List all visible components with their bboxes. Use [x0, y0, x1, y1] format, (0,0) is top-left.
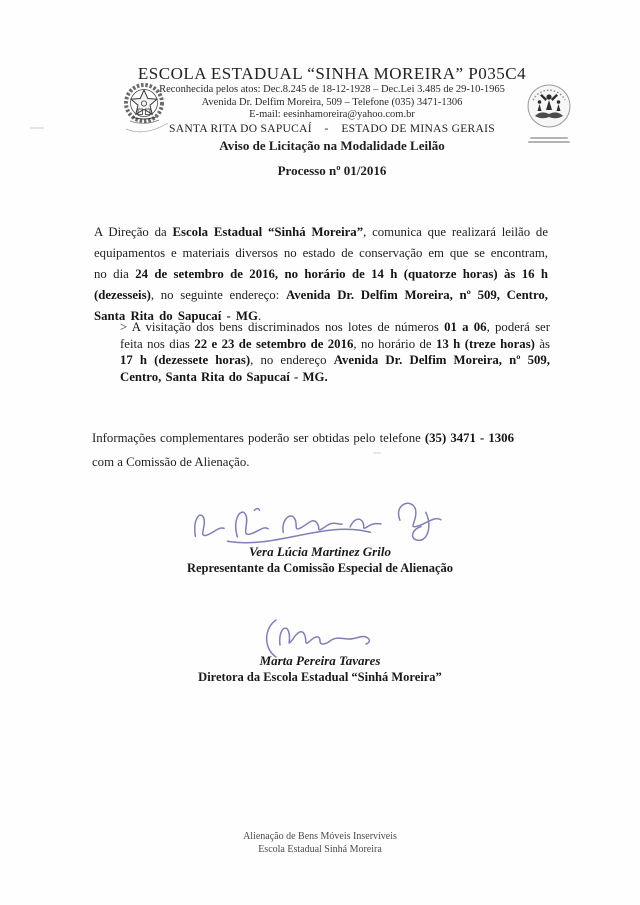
signer-title: Diretora da Escola Estadual “Sinhá Moreira” [198, 670, 442, 684]
seal-caption-line [528, 141, 570, 143]
city-state-line: SANTA RITA DO SAPUCAÍ - ESTADO DE MINAS GERAIS [169, 122, 495, 135]
process-number: Processo nº 01/2016 [277, 162, 387, 178]
seal-caption-line [530, 137, 568, 139]
community-seal-icon [525, 82, 573, 130]
header-text-block [117, 64, 547, 179]
signer-name: Vera Lúcia Martinez Grilo [249, 544, 391, 559]
paragraph-contact-info: Informações complementares poderão ser obtidas pelo telefone (35) 3471 - 1306 com a Comissão de Alienação. [92, 431, 551, 469]
signature-handwriting-icon [184, 493, 456, 554]
school-name: ESCOLA ESTADUAL “SINHA MOREIRA” P035C4 [137, 64, 527, 83]
document-footer [0, 830, 640, 856]
paragraph-visitation: > A visitação dos bens discriminados nos lotes de números 01 a 06, poderá ser feita nos dias 22 e 23 de setembro de 2016, no horário de 13 h (treze horas) às 17 h (dezessete horas), no endereço Avenida Dr. Delfim Moreira, nº 509, Centro, Santa Rita do Sapucaí - MG. [120, 320, 551, 384]
footer-line-2: Escola Estadual Sinhá Moreira [258, 844, 382, 855]
email-line: E-mail: eesinhamoreira@yahoo.com.br [249, 109, 415, 120]
signature-block-director [0, 615, 640, 685]
recognition-line: Reconhecida pelos atos: Dec.8.245 de 18-12-1928 – Dec.Lei 3.485 de 29-10-1965 [159, 84, 505, 95]
signer-title: Representante da Comissão Especial de Alienação [186, 561, 454, 575]
paragraph-auction-notice: A Direção da Escola Estadual “Sinhá Moreira”, comunica que realizará leilão de equipamentos e materiais diversos no estado de conservação em que se encontram, no dia 24 de setembro de 2016, no horário de 14 h (quatorze horas) às 16 h (dezesseis), no seguinte endereço: Avenida Dr. Delfim Moreira, nº 509, Centro, Santa Rita do Sapucaí - MG. [94, 225, 549, 323]
signer-name: Marta Pereira Tavares [259, 653, 381, 668]
address-line: Avenida Dr. Delfim Moreira, 509 – Telefone (035) 3471-1306 [201, 96, 463, 108]
right-seal [523, 82, 575, 144]
document-header [0, 64, 640, 179]
footer-line-1: Alienação de Bens Móveis Inservíveis [243, 831, 397, 842]
signature-block-representative [0, 498, 640, 576]
notice-title: Aviso de Licitação na Modalidade Leilão [219, 137, 445, 153]
